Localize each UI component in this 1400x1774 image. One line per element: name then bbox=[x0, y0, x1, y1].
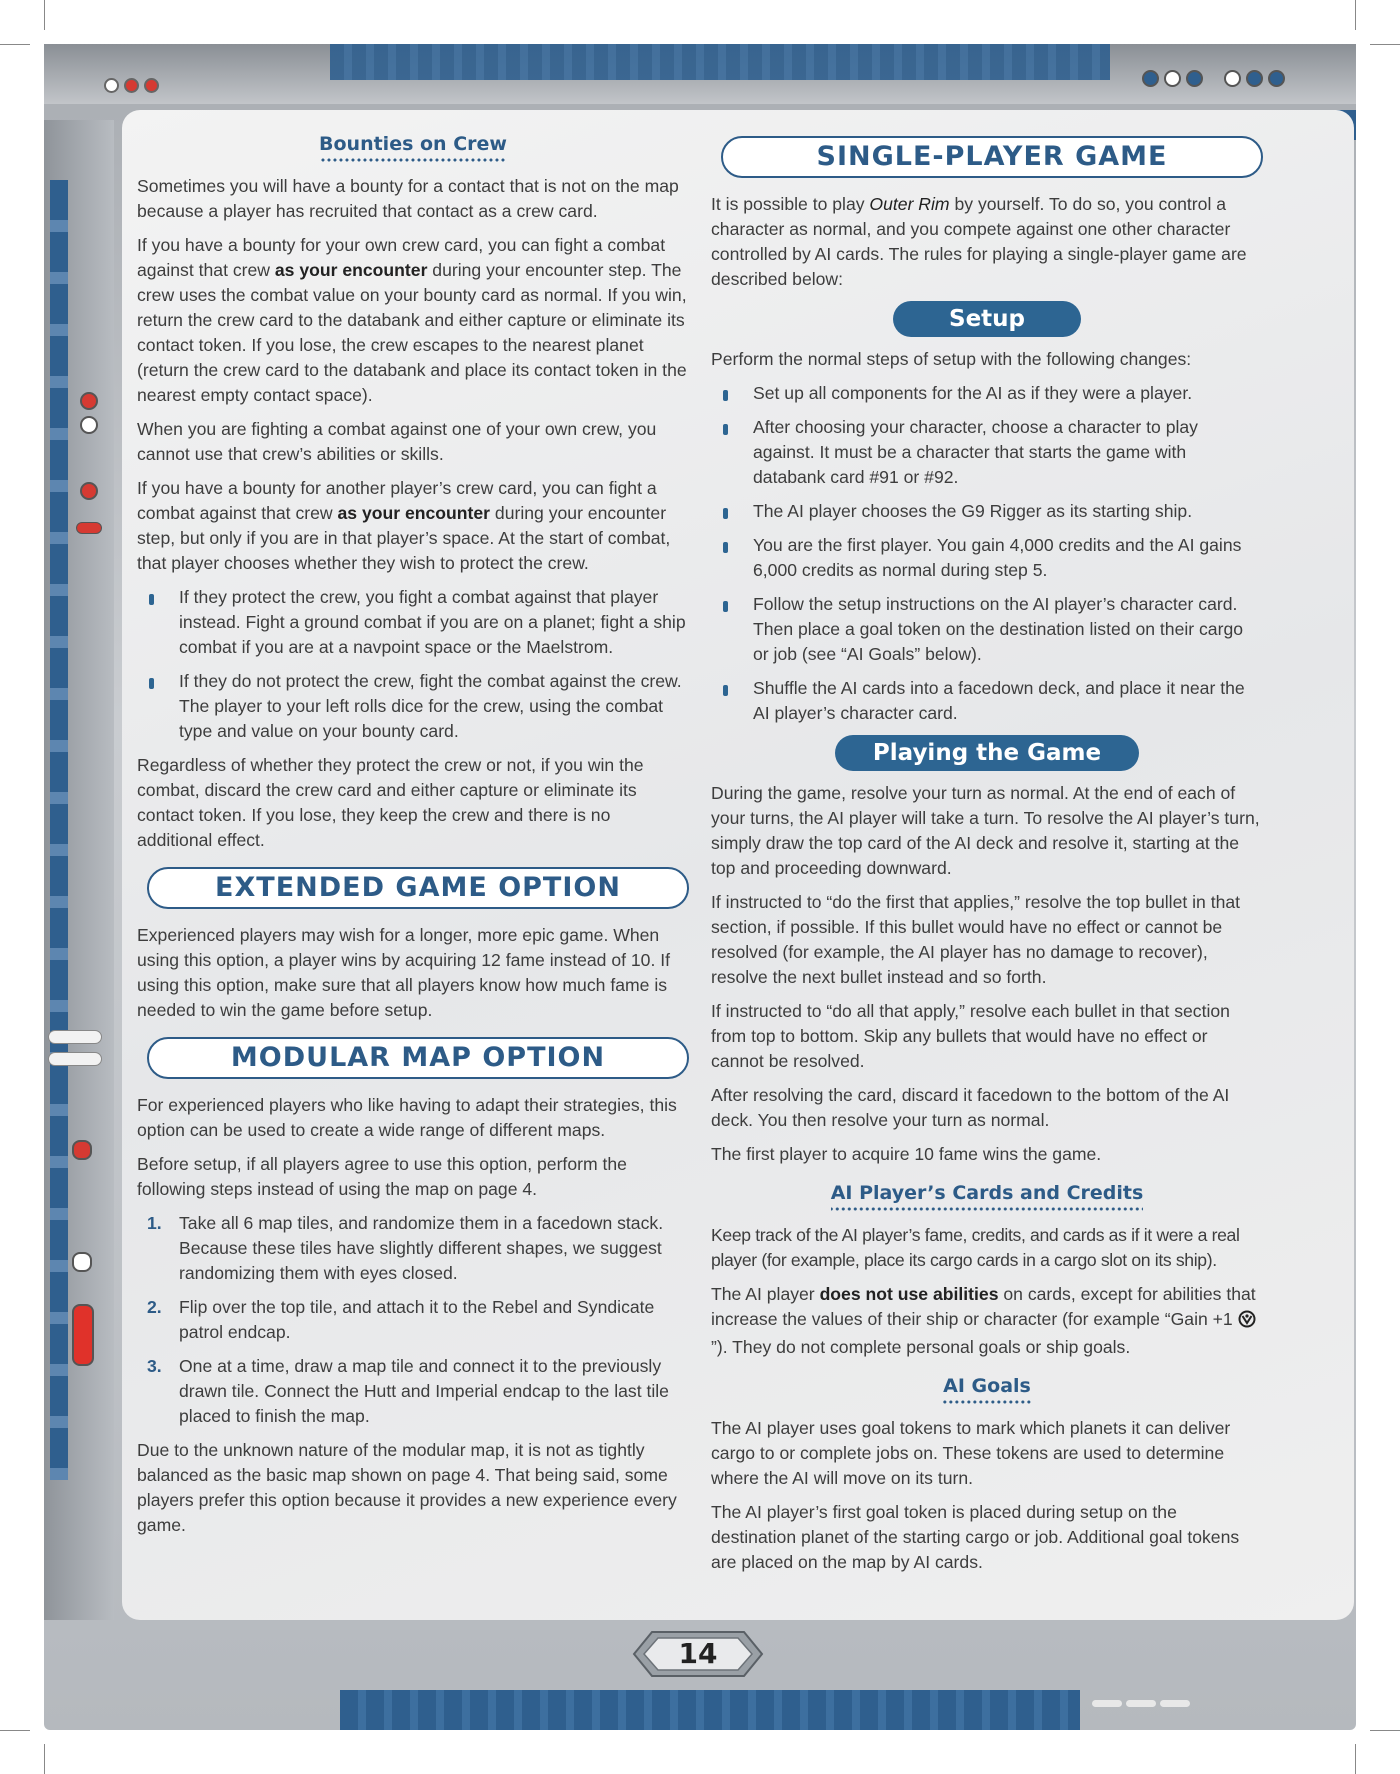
list-item: If they do not protect the crew, fight the combat against the crew. The player to your left rolls dice for the crew, using the combat type and value on your bounty card. bbox=[137, 669, 689, 744]
indicator-bar-icon bbox=[1160, 1700, 1190, 1707]
playing-paragraph: If instructed to “do the first that applies,” resolve the top bullet in that section, if possible. If this bullet would have no effect or cannot be resolved (for example, the AI player has no damage to recover), resolve the next bullet instead and so forth. bbox=[711, 892, 1241, 987]
setup-heading: Setup bbox=[893, 301, 1081, 337]
playing-paragraph: If instructed to “do all that apply,” resolve each bullet in that section from top to bottom. Skip any bullets that would have no effect or cannot be resolved. bbox=[711, 1001, 1230, 1071]
indicator-bar-icon bbox=[72, 1252, 92, 1272]
indicator-light-icon bbox=[104, 78, 119, 93]
bounties-bullet-list bbox=[137, 585, 689, 744]
setup-paragraph: Perform the normal steps of setup with the following changes: bbox=[711, 349, 1192, 369]
ai-goals-paragraph: The AI player’s first goal token is placed during setup on the destination planet of the starting cargo or job. Additional goal tokens are placed on the map by AI cards. bbox=[711, 1502, 1240, 1572]
indicator-light-icon bbox=[80, 392, 98, 410]
left-column bbox=[137, 132, 689, 1547]
modular-paragraph: For experienced players who like having to adapt their strategies, this option can be used to create a wide range of different maps. bbox=[137, 1095, 677, 1140]
bounties-heading: Bounties on Crew bbox=[137, 132, 689, 162]
list-item: 3. One at a time, draw a map tile and connect it to the previously drawn tile. Connect the Hutt and Imperial endcap to the last tile placed to finish the map. bbox=[147, 1356, 669, 1426]
modular-paragraph: Due to the unknown nature of the modular map, it is not as tightly balanced as the basic map shown on page 4. That being said, some players prefer this option because it provides a new experience every game. bbox=[137, 1440, 677, 1535]
crop-mark bbox=[44, 0, 45, 30]
indicator-bar-icon bbox=[76, 522, 102, 534]
crop-mark bbox=[1355, 1744, 1356, 1774]
frame-left-blue-stripe bbox=[50, 180, 68, 1480]
bounties-paragraph: If you have a bounty for another player’s crew card, you can fight a combat against that crew as your encounter during your encounter step, but only if you are in that player’s space. At the start of combat, that player chooses whether they wish to protect the crew. bbox=[137, 478, 671, 573]
setup-bullet-list bbox=[711, 381, 1263, 726]
crop-mark bbox=[1355, 0, 1356, 30]
indicator-light-icon bbox=[1246, 70, 1263, 87]
indicator-light-icon bbox=[144, 78, 159, 93]
page-number-badge bbox=[628, 1628, 768, 1680]
indicator-light-icon bbox=[1164, 70, 1181, 87]
list-item: Set up all components for the AI as if they were a player. bbox=[711, 381, 1263, 406]
indicator-bar-icon bbox=[72, 1304, 94, 1366]
ai-cards-heading: AI Player’s Cards and Credits bbox=[711, 1181, 1263, 1211]
bounties-paragraph: If you have a bounty for your own crew card, you can fight a combat against that crew as your encounter during your encounter step. The crew uses the combat value on your bounty card as normal. If you win, return the crew card to the databank and either capture or eliminate its contact token. If you lose, the crew escapes to the nearest planet (return the crew card to the databank and place its contact token in the nearest empty contact space). bbox=[137, 235, 687, 405]
list-item: Follow the setup instructions on the AI player’s character card. Then place a goal token on the destination listed on their cargo or job (see “AI Goals” below). bbox=[711, 592, 1263, 667]
single-player-heading: SINGLE-PLAYER GAME bbox=[721, 136, 1263, 178]
skill-symbol-icon bbox=[1238, 1310, 1256, 1335]
playing-paragraph: During the game, resolve your turn as normal. At the end of each of your turns, the AI player will take a turn. To resolve the AI player’s turn, simply draw the top card of the AI deck and resolve it, starting at the top and proceeding downward. bbox=[711, 783, 1260, 878]
list-item: The AI player chooses the G9 Rigger as its starting ship. bbox=[711, 499, 1263, 524]
frame-bottom-blue-stripe bbox=[340, 1690, 1080, 1730]
ai-cards-paragraph: The AI player does not use abilities on cards, except for abilities that increase the values of their ship or character (for example “Gain +1 ”). They do not complete personal goals or ship goals. bbox=[711, 1284, 1256, 1357]
list-item: After choosing your character, choose a character to play against. It must be a character that starts the game with databank card #91 or #92. bbox=[711, 415, 1263, 490]
playing-game-heading: Playing the Game bbox=[835, 735, 1139, 771]
indicator-bar-icon bbox=[48, 1030, 102, 1044]
indicator-light-icon bbox=[1142, 70, 1159, 87]
crop-mark bbox=[0, 44, 30, 45]
list-item: Shuffle the AI cards into a facedown deck, and place it near the AI player’s character card. bbox=[711, 676, 1263, 726]
indicator-light-icon bbox=[124, 78, 139, 93]
right-column bbox=[711, 124, 1263, 1584]
frame-top-blue-stripe bbox=[330, 44, 1110, 80]
indicator-bar-icon bbox=[1126, 1700, 1156, 1707]
indicator-bar-icon bbox=[72, 1140, 92, 1160]
crop-mark bbox=[0, 1730, 30, 1731]
crop-mark bbox=[44, 1744, 45, 1774]
indicator-light-icon bbox=[80, 482, 98, 500]
extended-game-heading: EXTENDED GAME OPTION bbox=[147, 867, 689, 909]
list-item: You are the first player. You gain 4,000 credits and the AI gains 6,000 credits as normal during step 5. bbox=[711, 533, 1263, 583]
list-item: 1. Take all 6 map tiles, and randomize them in a facedown stack. Because these tiles have slightly different shapes, we suggest randomizing them with eyes closed. bbox=[147, 1213, 664, 1283]
bounties-paragraph: Regardless of whether they protect the crew or not, if you win the combat, discard the crew card and either capture or eliminate its contact token. If you lose, they keep the crew and there is no additional effect. bbox=[137, 755, 644, 850]
ai-cards-paragraph: Keep track of the AI player’s fame, credits, and cards as if it were a real player (for example, place its cargo cards in a cargo slot on its ship). bbox=[711, 1225, 1240, 1270]
ai-goals-paragraph: The AI player uses goal tokens to mark which planets it can deliver cargo to or complete jobs on. These tokens are used to determine where the AI will move on its turn. bbox=[711, 1418, 1231, 1488]
list-item: 2. Flip over the top tile, and attach it to the Rebel and Syndicate patrol endcap. bbox=[147, 1297, 655, 1342]
indicator-bar-icon bbox=[1092, 1700, 1122, 1707]
list-item: If they protect the crew, you fight a combat against that player instead. Fight a ground combat if you are on a planet; fight a ship combat if you are at a navpoint space or the Maelstrom. bbox=[137, 585, 689, 660]
indicator-light-icon bbox=[1186, 70, 1203, 87]
indicator-bar-icon bbox=[48, 1052, 102, 1066]
crop-mark bbox=[1370, 44, 1400, 45]
playing-paragraph: After resolving the card, discard it facedown to the bottom of the AI deck. You then resolve your turn as normal. bbox=[711, 1085, 1230, 1130]
indicator-light-icon bbox=[1268, 70, 1285, 87]
modular-map-heading: MODULAR MAP OPTION bbox=[147, 1037, 689, 1079]
page-number: 14 bbox=[678, 1637, 718, 1670]
indicator-light-icon bbox=[80, 416, 98, 434]
single-player-paragraph: It is possible to play Outer Rim by yourself. To do so, you control a character as normal, and you compete against one other character controlled by AI cards. The rules for playing a single-player game are described below: bbox=[711, 194, 1247, 289]
crop-mark bbox=[1370, 1730, 1400, 1731]
modular-paragraph: Before setup, if all players agree to use this option, perform the following steps instead of using the map on page 4. bbox=[137, 1154, 627, 1199]
bounties-paragraph: When you are fighting a combat against one of your own crew, you cannot use that crew’s abilities or skills. bbox=[137, 419, 657, 464]
extended-paragraph: Experienced players may wish for a longer, more epic game. When using this option, a player wins by acquiring 12 fame instead of 10. If using this option, make sure that all players know how much fame is needed to win the game before setup. bbox=[137, 925, 671, 1020]
ai-goals-heading: AI Goals bbox=[711, 1374, 1263, 1404]
bounties-paragraph: Sometimes you will have a bounty for a contact that is not on the map because a player has recruited that contact as a crew card. bbox=[137, 176, 679, 221]
playing-paragraph: The first player to acquire 10 fame wins the game. bbox=[711, 1144, 1102, 1164]
indicator-light-icon bbox=[1224, 70, 1241, 87]
modular-steps-list bbox=[137, 1211, 689, 1429]
